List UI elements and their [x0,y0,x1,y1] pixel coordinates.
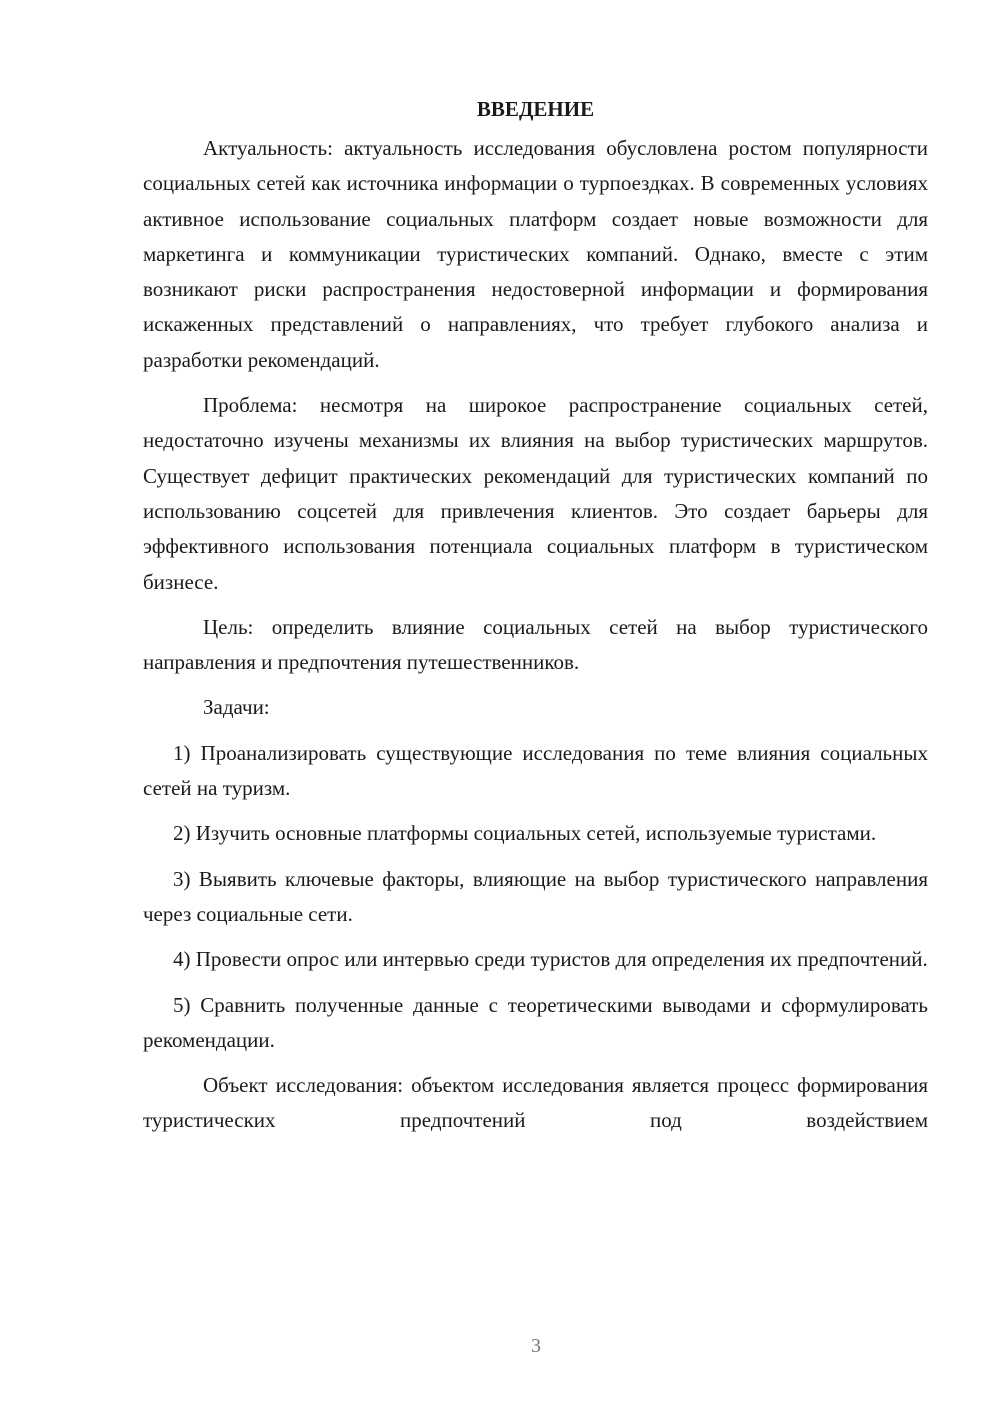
page-title: ВВЕДЕНИЕ [476,97,595,121]
task-item-4: 4) Провести опрос или интервью среди туристов для определения их предпочтений. [173,947,928,972]
document-page [143,92,928,1149]
task-item-1: 1) Проанализировать существующие исследования по теме влияния социальных сетей на туризм. [143,740,928,801]
goal-paragraph: Цель: определить влияние социальных сетей на выбор туристического направления и предпочтения путешественников. [143,614,928,675]
task-item-3: 3) Выявить ключевые факторы, влияющие на выбор туристического направления через социальные сети. [143,866,928,926]
tasks-heading: Задачи: [203,695,270,720]
task-item-5: 5) Сравнить полученные данные с теоретическими выводами и сформулировать рекомендации. [143,992,928,1052]
research-object-paragraph: Объект исследования: объектом исследования является процесс формирования туристических предпочтений под воздействием [143,1073,928,1133]
task-item-2: 2) Изучить основные платформы социальных сетей, используемые туристами. [173,821,877,846]
page-number: 3 [531,1335,541,1357]
relevance-paragraph: Актуальность: актуальность исследования обусловлена ростом популярности социальных сетей как источника информации о турпоездках. В современных условиях активное использование социальных платформ создает новые возможности для маркетинга и коммуникации туристических компаний. Однако, вместе с этим возникают риски распространения недостоверной информации и формирования искаженных представлений о направлениях, что требует глубокого анализа и разработки рекомендаций. [143,136,928,372]
problem-paragraph: Проблема: несмотря на широкое распространение социальных сетей, недостаточно изучены механизмы их влияния на выбор туристических маршрутов. Существует дефицит практических рекомендаций для туристических компаний по использованию соцсетей для привлечения клиентов. Это создает барьеры для эффективного использования потенциала социальных платформ в туристическом бизнесе. [143,393,928,594]
